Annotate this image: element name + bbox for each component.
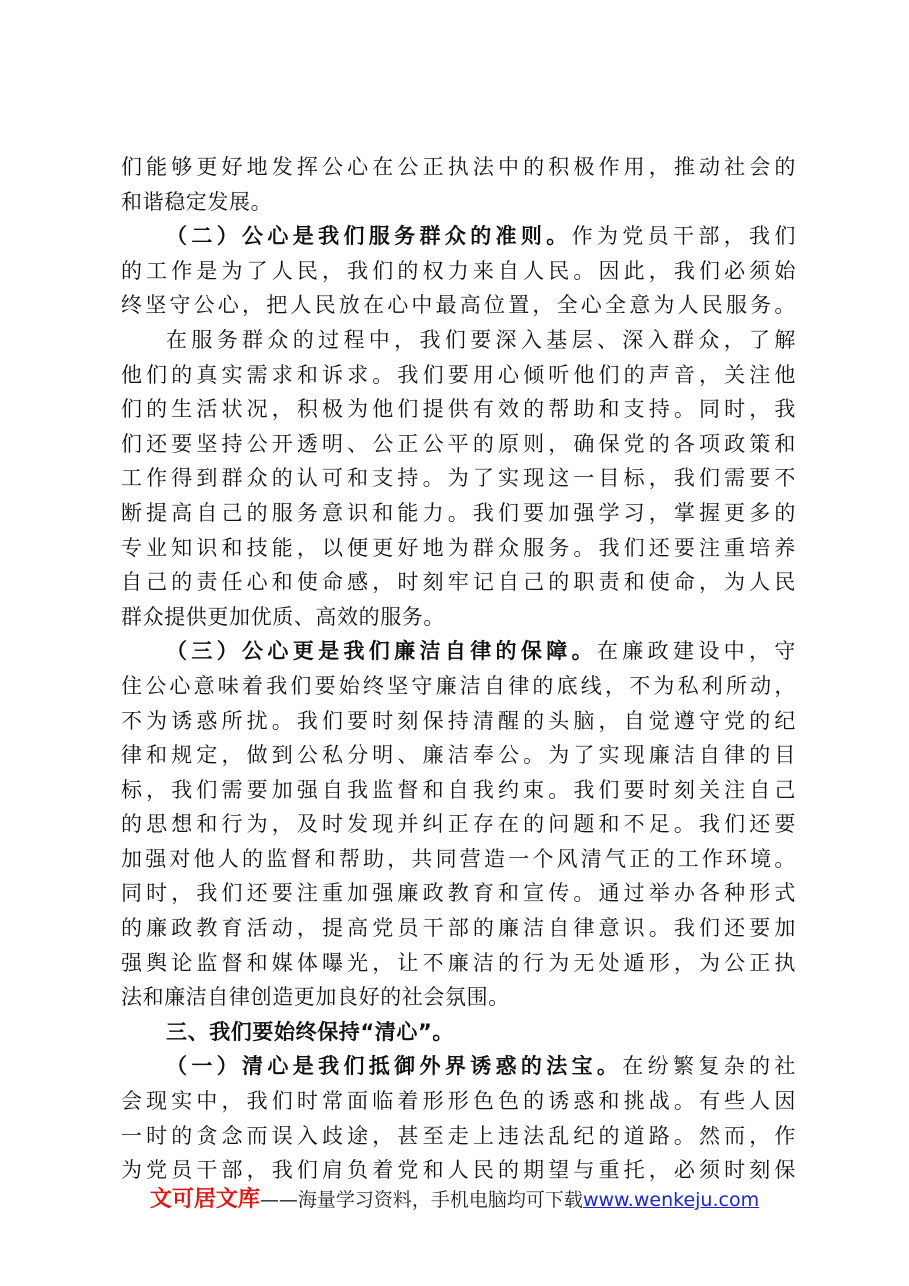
paragraph-line xyxy=(121,150,796,185)
paragraph-line xyxy=(121,807,796,842)
paragraph-line xyxy=(121,254,796,289)
paragraph-line xyxy=(121,980,796,1015)
document-body xyxy=(121,150,796,1188)
paragraph-line xyxy=(121,669,796,704)
subheading-lead: （三）公心更是我们廉洁自律的保障。 xyxy=(166,639,597,664)
line-text: 律和规定，做到公私分明、廉洁奉公。为了实现廉洁自律的目 xyxy=(121,743,796,768)
subheading-lead: （一）清心是我们抵御外界诱惑的法宝。 xyxy=(166,1054,623,1079)
footer-tagline: ——海量学习资料，手机电脑均可下载 xyxy=(259,1189,583,1211)
paragraph-first-line xyxy=(121,634,796,669)
paragraph-line xyxy=(121,1119,796,1154)
line-text: 和谐稳定发展。 xyxy=(121,189,273,214)
line-text: 终坚守公心，把人民放在心中最高位置，全心全意为人民服务。 xyxy=(121,293,796,318)
paragraph-line xyxy=(121,738,796,773)
paragraph-line xyxy=(121,842,796,877)
line-text: 法和廉洁自律创造更加良好的社会氛围。 xyxy=(121,985,510,1010)
line-text: 们还要坚持公开透明、公正公平的原则，确保党的各项政策和 xyxy=(121,431,796,456)
paragraph-first-line xyxy=(121,1049,796,1084)
line-text: 们的生活状况，积极为他们提供有效的帮助和支持。同时，我 xyxy=(121,397,796,422)
line-text: 的工作是为了人民，我们的权力来自人民。因此，我们必须始 xyxy=(121,258,796,283)
paragraph-line xyxy=(121,876,796,911)
paragraph-first-line xyxy=(121,219,796,254)
paragraph-line xyxy=(121,704,796,739)
line-text: 加强对他人的监督和帮助，共同营造一个风清气正的工作环境。 xyxy=(121,846,796,871)
line-text: 标，我们需要加强自我监督和自我约束。我们要时刻关注自己 xyxy=(121,777,796,802)
paragraph-line xyxy=(121,946,796,981)
paragraph-line xyxy=(121,288,796,323)
line-text: 的思想和行为，及时发现并纠正存在的问题和不足。我们还要 xyxy=(121,812,796,837)
paragraph-first-line xyxy=(121,323,796,358)
line-text: 工作得到群众的认可和支持。为了实现这一目标，我们需要不 xyxy=(121,466,796,491)
paragraph-line xyxy=(121,358,796,393)
line-text: 不为诱惑所扰。我们要时刻保持清醒的头脑，自觉遵守党的纪 xyxy=(121,708,796,733)
line-text: 为党员干部，我们肩负着党和人民的期望与重托，必须时刻保 xyxy=(121,1158,796,1183)
line-text: 在服务群众的过程中，我们要深入基层、深入群众，了解 xyxy=(166,327,796,352)
paragraph-line xyxy=(121,185,796,220)
footer-banner xyxy=(0,1182,909,1213)
paragraph-line xyxy=(121,461,796,496)
line-text: 一时的贪念而误入歧途，甚至走上违法乱纪的道路。然而，作 xyxy=(121,1123,796,1148)
line-text: 会现实中，我们时常面临着形形色色的诱惑和挑战。有些人因 xyxy=(121,1089,796,1114)
line-text: 在廉政建设中，守 xyxy=(596,639,796,664)
line-text: 的廉政教育活动，提高党员干部的廉洁自律意识。我们还要加 xyxy=(121,916,796,941)
paragraph-line xyxy=(121,496,796,531)
paragraph-line xyxy=(121,531,796,566)
line-text: 们能够更好地发挥公心在公正执法中的积极作用，推动社会的 xyxy=(121,155,796,179)
line-text: 群众提供更加优质、高效的服务。 xyxy=(121,604,445,629)
line-text: 住公心意味着我们要始终坚守廉洁自律的底线，不为私利所动， xyxy=(121,673,796,698)
line-text: 断提高自己的服务意识和能力。我们要加强学习，掌握更多的 xyxy=(121,500,796,525)
line-text: 强舆论监督和媒体曝光，让不廉洁的行为无处遁形，为公正执 xyxy=(121,950,796,975)
subheading-lead: （二）公心是我们服务群众的准则。 xyxy=(166,224,572,249)
line-text: 作为党员干部，我们 xyxy=(571,224,796,249)
footer-brand: 文可居文库 xyxy=(149,1187,260,1212)
paragraph-line xyxy=(121,427,796,462)
paragraph-line xyxy=(121,773,796,808)
line-text: 在纷繁复杂的社 xyxy=(622,1054,796,1079)
line-text: 他们的真实需求和诉求。我们要用心倾听他们的声音，关注他 xyxy=(121,362,796,387)
section-heading: 三、我们要始终保持“清心”。 xyxy=(166,1019,455,1044)
line-text: 同时，我们还要注重加强廉政教育和宣传。通过举办各种形式 xyxy=(121,881,796,906)
paragraph-line xyxy=(121,600,796,635)
paragraph-line xyxy=(121,1084,796,1119)
line-text: 专业知识和技能，以便更好地为群众服务。我们还要注重培养 xyxy=(121,535,796,560)
paragraph-line xyxy=(121,565,796,600)
footer-url-link[interactable]: www.wenkeju.com xyxy=(582,1189,760,1211)
line-text: 自己的责任心和使命感，时刻牢记自己的职责和使命，为人民 xyxy=(121,570,796,595)
paragraph-line xyxy=(121,392,796,427)
paragraph-line xyxy=(121,911,796,946)
